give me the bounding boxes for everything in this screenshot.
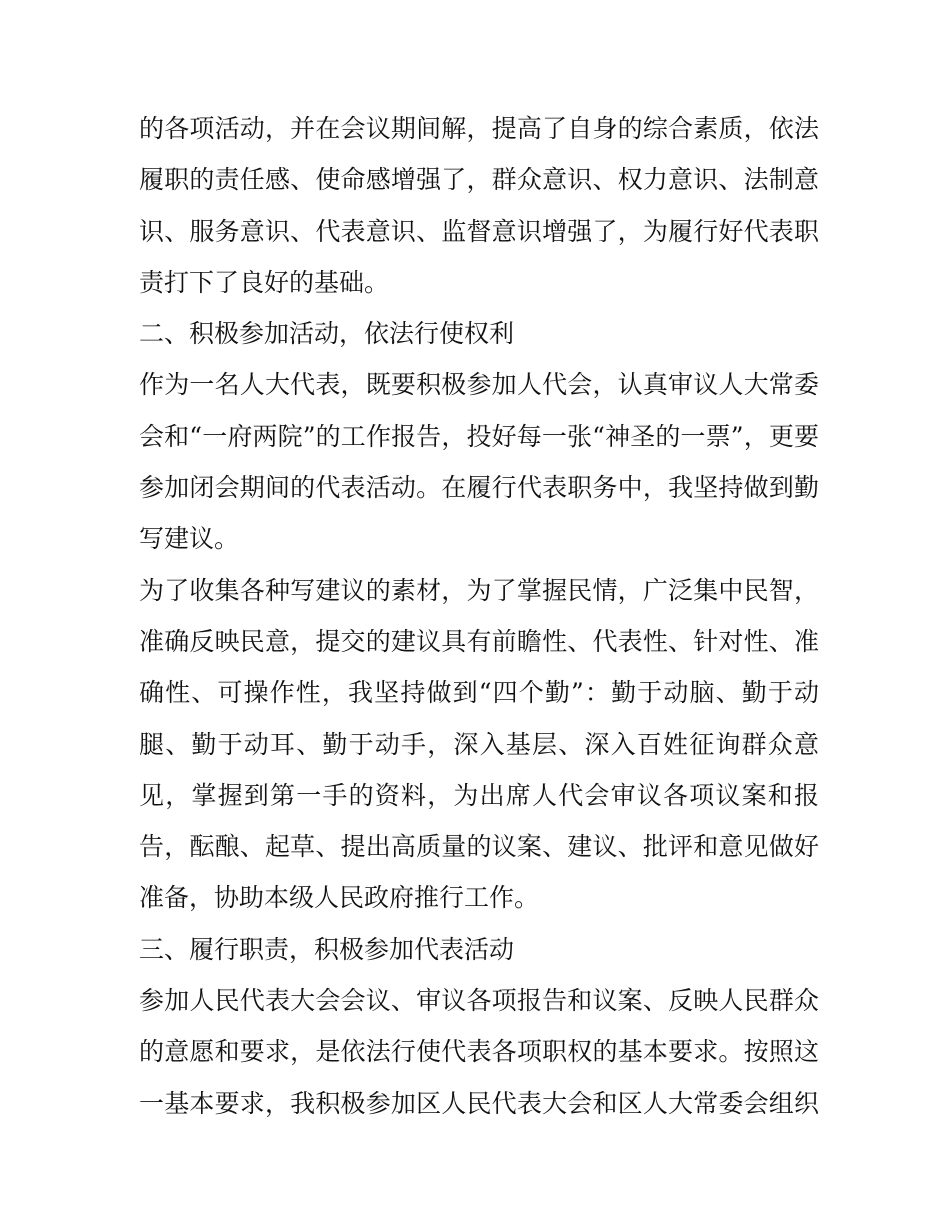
text-line: 一基本要求，我积极参加区人民代表大会和区人大常委会组织 (139, 1088, 819, 1118)
text-line: 参加闭会期间的代表活动。在履行代表职务中，我坚持做到勤 (139, 473, 819, 503)
text-line: 为了收集各种写建议的素材，为了掌握民情，广泛集中民智， (139, 575, 819, 605)
text-line: 责打下了良好的基础。 (139, 267, 390, 297)
section-heading (139, 308, 819, 359)
document-body (139, 103, 819, 1129)
text-line: 履职的责任感、使命感增强了，群众意识、权力意识、法制意 (139, 165, 819, 195)
section-heading (139, 924, 819, 975)
text-line: 见，掌握到第一手的资料，为出席人代会审议各项议案和报 (139, 780, 819, 810)
paragraph (139, 975, 819, 1129)
text-line: 识、服务意识、代表意识、监督意识增强了，为履行好代表职 (139, 216, 819, 246)
text-line: 告，酝酿、起草、提出高质量的议案、建议、批评和意见做好 (139, 832, 819, 862)
text-line: 参加人民代表大会会议、审议各项报告和议案、反映人民群众 (139, 986, 819, 1016)
paragraph (139, 565, 819, 924)
text-line: 作为一名人大代表，既要积极参加人代会，认真审议人大常委 (139, 370, 819, 400)
heading-line: 二、积极参加活动，依法行使权利 (139, 319, 515, 349)
text-line: 写建议。 (139, 524, 240, 554)
text-line: 准确反映民意，提交的建议具有前瞻性、代表性、针对性、准 (139, 626, 819, 656)
text-line: 的意愿和要求，是依法行使代表各项职权的基本要求。按照这 (139, 1037, 819, 1067)
paragraph (139, 359, 819, 564)
heading-line: 三、履行职责，积极参加代表活动 (139, 934, 515, 964)
text-line: 确性、可操作性，我坚持做到“四个勤”：勤于动脑、勤于动 (139, 678, 819, 708)
text-line: 会和“一府两院”的工作报告，投好每一张“神圣的一票”，更要 (139, 421, 819, 451)
paragraph (139, 103, 819, 308)
text-line: 的各项活动，并在会议期间解，提高了自身的综合素质，依法 (139, 114, 819, 143)
text-line: 腿、勤于动耳、勤于动手，深入基层、深入百姓征询群众意 (139, 729, 819, 759)
text-line: 准备，协助本级人民政府推行工作。 (139, 883, 540, 913)
